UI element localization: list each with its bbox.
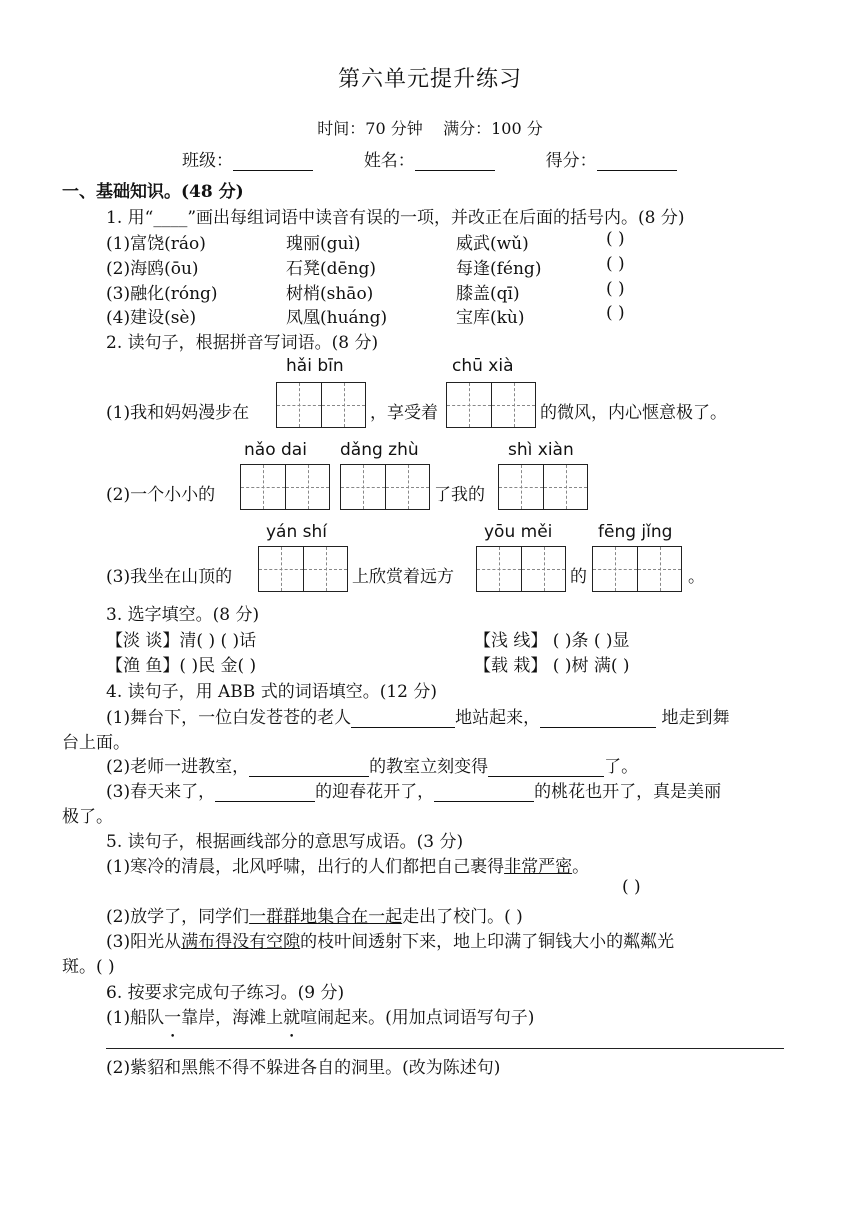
q5-s1 — [106, 852, 589, 877]
q5-s3 — [106, 927, 674, 952]
q6-s1-text-mid: 靠岸，海滩上 — [181, 1008, 284, 1028]
q1-r4-c1: (4)建设(sè) — [106, 308, 197, 328]
writing-grid[interactable] — [446, 382, 536, 428]
q2-s3-text-d: 。 — [688, 567, 705, 587]
q1-r2-c3: 每逢(féng) — [456, 259, 542, 279]
q2-s1-text-c: 的微风，内心惬意极了。 — [540, 403, 727, 423]
exam-meta — [0, 116, 860, 139]
q3-row1-left: 【淡 谈】清( ) ( )话 — [106, 631, 257, 651]
name-field[interactable] — [415, 152, 495, 171]
q6-s1 — [106, 1003, 534, 1028]
q5-s1-underlined: 非常严密 — [504, 857, 573, 877]
q5-s3-text-b: 的枝叶间透射下来，地上印满了铜钱大小的粼粼光 — [300, 932, 675, 952]
q3-row1-right: 【浅 线】 ( )条 ( )显 — [474, 631, 630, 651]
q2-s2-text-a: (2)一个小小的 — [106, 485, 216, 505]
q1-prompt: 1. 用“____”画出每组词语中读音有误的一项，并改正在后面的括号内。(8 分) — [106, 208, 685, 228]
q4-s2-text-a: (2)老师一进教室， — [106, 757, 250, 777]
q2-s3-text-c: 的 — [570, 567, 587, 587]
q1-r1-c1: (1)富饶(ráo) — [106, 234, 206, 254]
q6-s1-dotted-word-2: 就 — [283, 1008, 301, 1028]
q4-s1-blank-2[interactable] — [540, 709, 656, 728]
q4-s1-blank-1[interactable] — [351, 709, 455, 728]
q1-r1-answer[interactable]: ( ) — [606, 229, 625, 249]
student-info-row — [182, 146, 677, 171]
pinyin-label: yán shí — [266, 522, 328, 542]
q1-r3-answer[interactable]: ( ) — [606, 279, 625, 299]
q4-s1-cont: 台上面。 — [62, 733, 130, 753]
writing-grid[interactable] — [340, 464, 430, 510]
writing-grid[interactable] — [258, 546, 348, 592]
pinyin-label: shì xiàn — [508, 440, 574, 460]
writing-grid[interactable] — [276, 382, 366, 428]
pinyin-label: dǎng zhù — [340, 440, 419, 460]
class-field[interactable] — [233, 152, 313, 171]
q3-prompt: 3. 选字填空。(8 分) — [106, 605, 260, 625]
q4-s1 — [106, 703, 730, 728]
q1-r1-c3: 威武(wǔ) — [456, 234, 529, 254]
q1-r3-c2: 树梢(shāo) — [286, 284, 374, 304]
q6-s1-text-a: (1)船队 — [106, 1008, 165, 1028]
q4-s1-text-b: 地站起来， — [455, 708, 541, 728]
score-got-label: 得分： — [545, 151, 597, 171]
q2-s2-text-b: 了我的 — [434, 485, 485, 505]
q4-s3-cont: 极了。 — [62, 807, 113, 827]
q2-s3-text-b: 上欣赏着远方 — [352, 567, 454, 587]
q5-s2 — [106, 902, 523, 927]
q6-s2: (2)紫貂和黑熊不得不躲进各自的洞里。(改为陈述句) — [106, 1058, 501, 1078]
q5-s2-text-b: 走出了校门。( ) — [402, 907, 523, 927]
q4-s3-blank-2[interactable] — [434, 783, 534, 802]
q1-r3-c3: 膝盖(qī) — [456, 284, 520, 304]
q5-s3-cont: 斑。( ) — [62, 957, 115, 977]
name-label: 姓名： — [363, 151, 415, 171]
q3-row2-left: 【渔 鱼】( )民 金( ) — [106, 656, 257, 676]
q1-r2-c2: 石凳(dēng) — [286, 259, 377, 279]
writing-grid[interactable] — [476, 546, 566, 592]
q6-s1-text-b: 喧闹起来。(用加点词语写句子) — [300, 1008, 535, 1028]
q5-s2-text-a: (2)放学了，同学们 — [106, 907, 250, 927]
q1-r4-c3: 宝库(kù) — [456, 308, 525, 328]
q4-s1-text-c: 地走到舞 — [661, 708, 730, 728]
q5-s3-underlined: 满布得没有空隙 — [181, 932, 301, 952]
q1-r4-c2: 凤凰(huáng) — [286, 308, 388, 328]
section-heading: 一、基础知识。(48 分) — [62, 182, 244, 202]
q3-row2-right: 【载 栽】 ( )树 满( ) — [474, 656, 630, 676]
pinyin-label: yōu měi — [484, 522, 553, 542]
q4-prompt: 4. 读句子，用 ABB 式的词语填空。(12 分) — [106, 682, 437, 702]
q4-s3-text-a: (3)春天来了， — [106, 782, 216, 802]
q5-prompt: 5. 读句子，根据画线部分的意思写成语。(3 分) — [106, 832, 464, 852]
pinyin-label: chū xià — [452, 356, 514, 376]
score-field[interactable] — [597, 152, 677, 171]
q4-s2-text-c: 了。 — [604, 757, 639, 777]
writing-grid[interactable] — [498, 464, 588, 510]
q4-s2 — [106, 752, 638, 777]
page-title: 第六单元提升练习 — [337, 67, 522, 92]
writing-grid[interactable] — [240, 464, 330, 510]
q4-s3-blank-1[interactable] — [215, 783, 315, 802]
q2-s3-text-a: (3)我坐在山顶的 — [106, 567, 233, 587]
score-label: 满分：100 分 — [443, 119, 543, 138]
q1-r1-c2: 瑰丽(guì) — [286, 234, 361, 254]
q1-r2-c1: (2)海鸥(ōu) — [106, 259, 199, 279]
q2-s1-text-b: ，享受着 — [370, 403, 438, 423]
answer-line[interactable] — [106, 1048, 784, 1049]
time-label: 时间：70 分钟 — [317, 119, 423, 138]
q5-s3-text-a: (3)阳光从 — [106, 932, 182, 952]
q4-s3 — [106, 777, 721, 802]
pinyin-label: nǎo dai — [244, 440, 307, 460]
q5-s1-text-a: (1)寒冷的清晨，北风呼啸，出行的人们都把自己裹得 — [106, 857, 505, 877]
q4-s2-blank-1[interactable] — [249, 758, 369, 777]
q1-r3-c1: (3)融化(róng) — [106, 284, 218, 304]
q5-s2-underlined: 一群群地集合在一起 — [249, 907, 403, 927]
class-label: 班级： — [182, 151, 233, 171]
pinyin-label: fēng jǐng — [598, 522, 673, 542]
q4-s2-blank-2[interactable] — [488, 758, 604, 777]
q5-s1-answer[interactable]: ( ) — [622, 877, 641, 897]
q6-prompt: 6. 按要求完成句子练习。(9 分) — [106, 983, 345, 1003]
q5-s1-text-b: 。 — [572, 857, 590, 877]
q4-s2-text-b: 的教室立刻变得 — [369, 757, 489, 777]
q1-r2-answer[interactable]: ( ) — [606, 254, 625, 274]
q4-s3-text-b: 的迎春花开了， — [315, 782, 435, 802]
q1-r4-answer[interactable]: ( ) — [606, 303, 625, 323]
q4-s3-text-c: 的桃花也开了，真是美丽 — [534, 782, 722, 802]
q2-s1-text-a: (1)我和妈妈漫步在 — [106, 403, 250, 423]
q4-s1-text-a: (1)舞台下，一位白发苍苍的老人 — [106, 708, 352, 728]
writing-grid[interactable] — [592, 546, 682, 592]
q6-s1-dotted-word-1: 一 — [164, 1008, 182, 1028]
q2-prompt: 2. 读句子，根据拼音写词语。(8 分) — [106, 333, 379, 353]
pinyin-label: hǎi bīn — [286, 356, 344, 376]
